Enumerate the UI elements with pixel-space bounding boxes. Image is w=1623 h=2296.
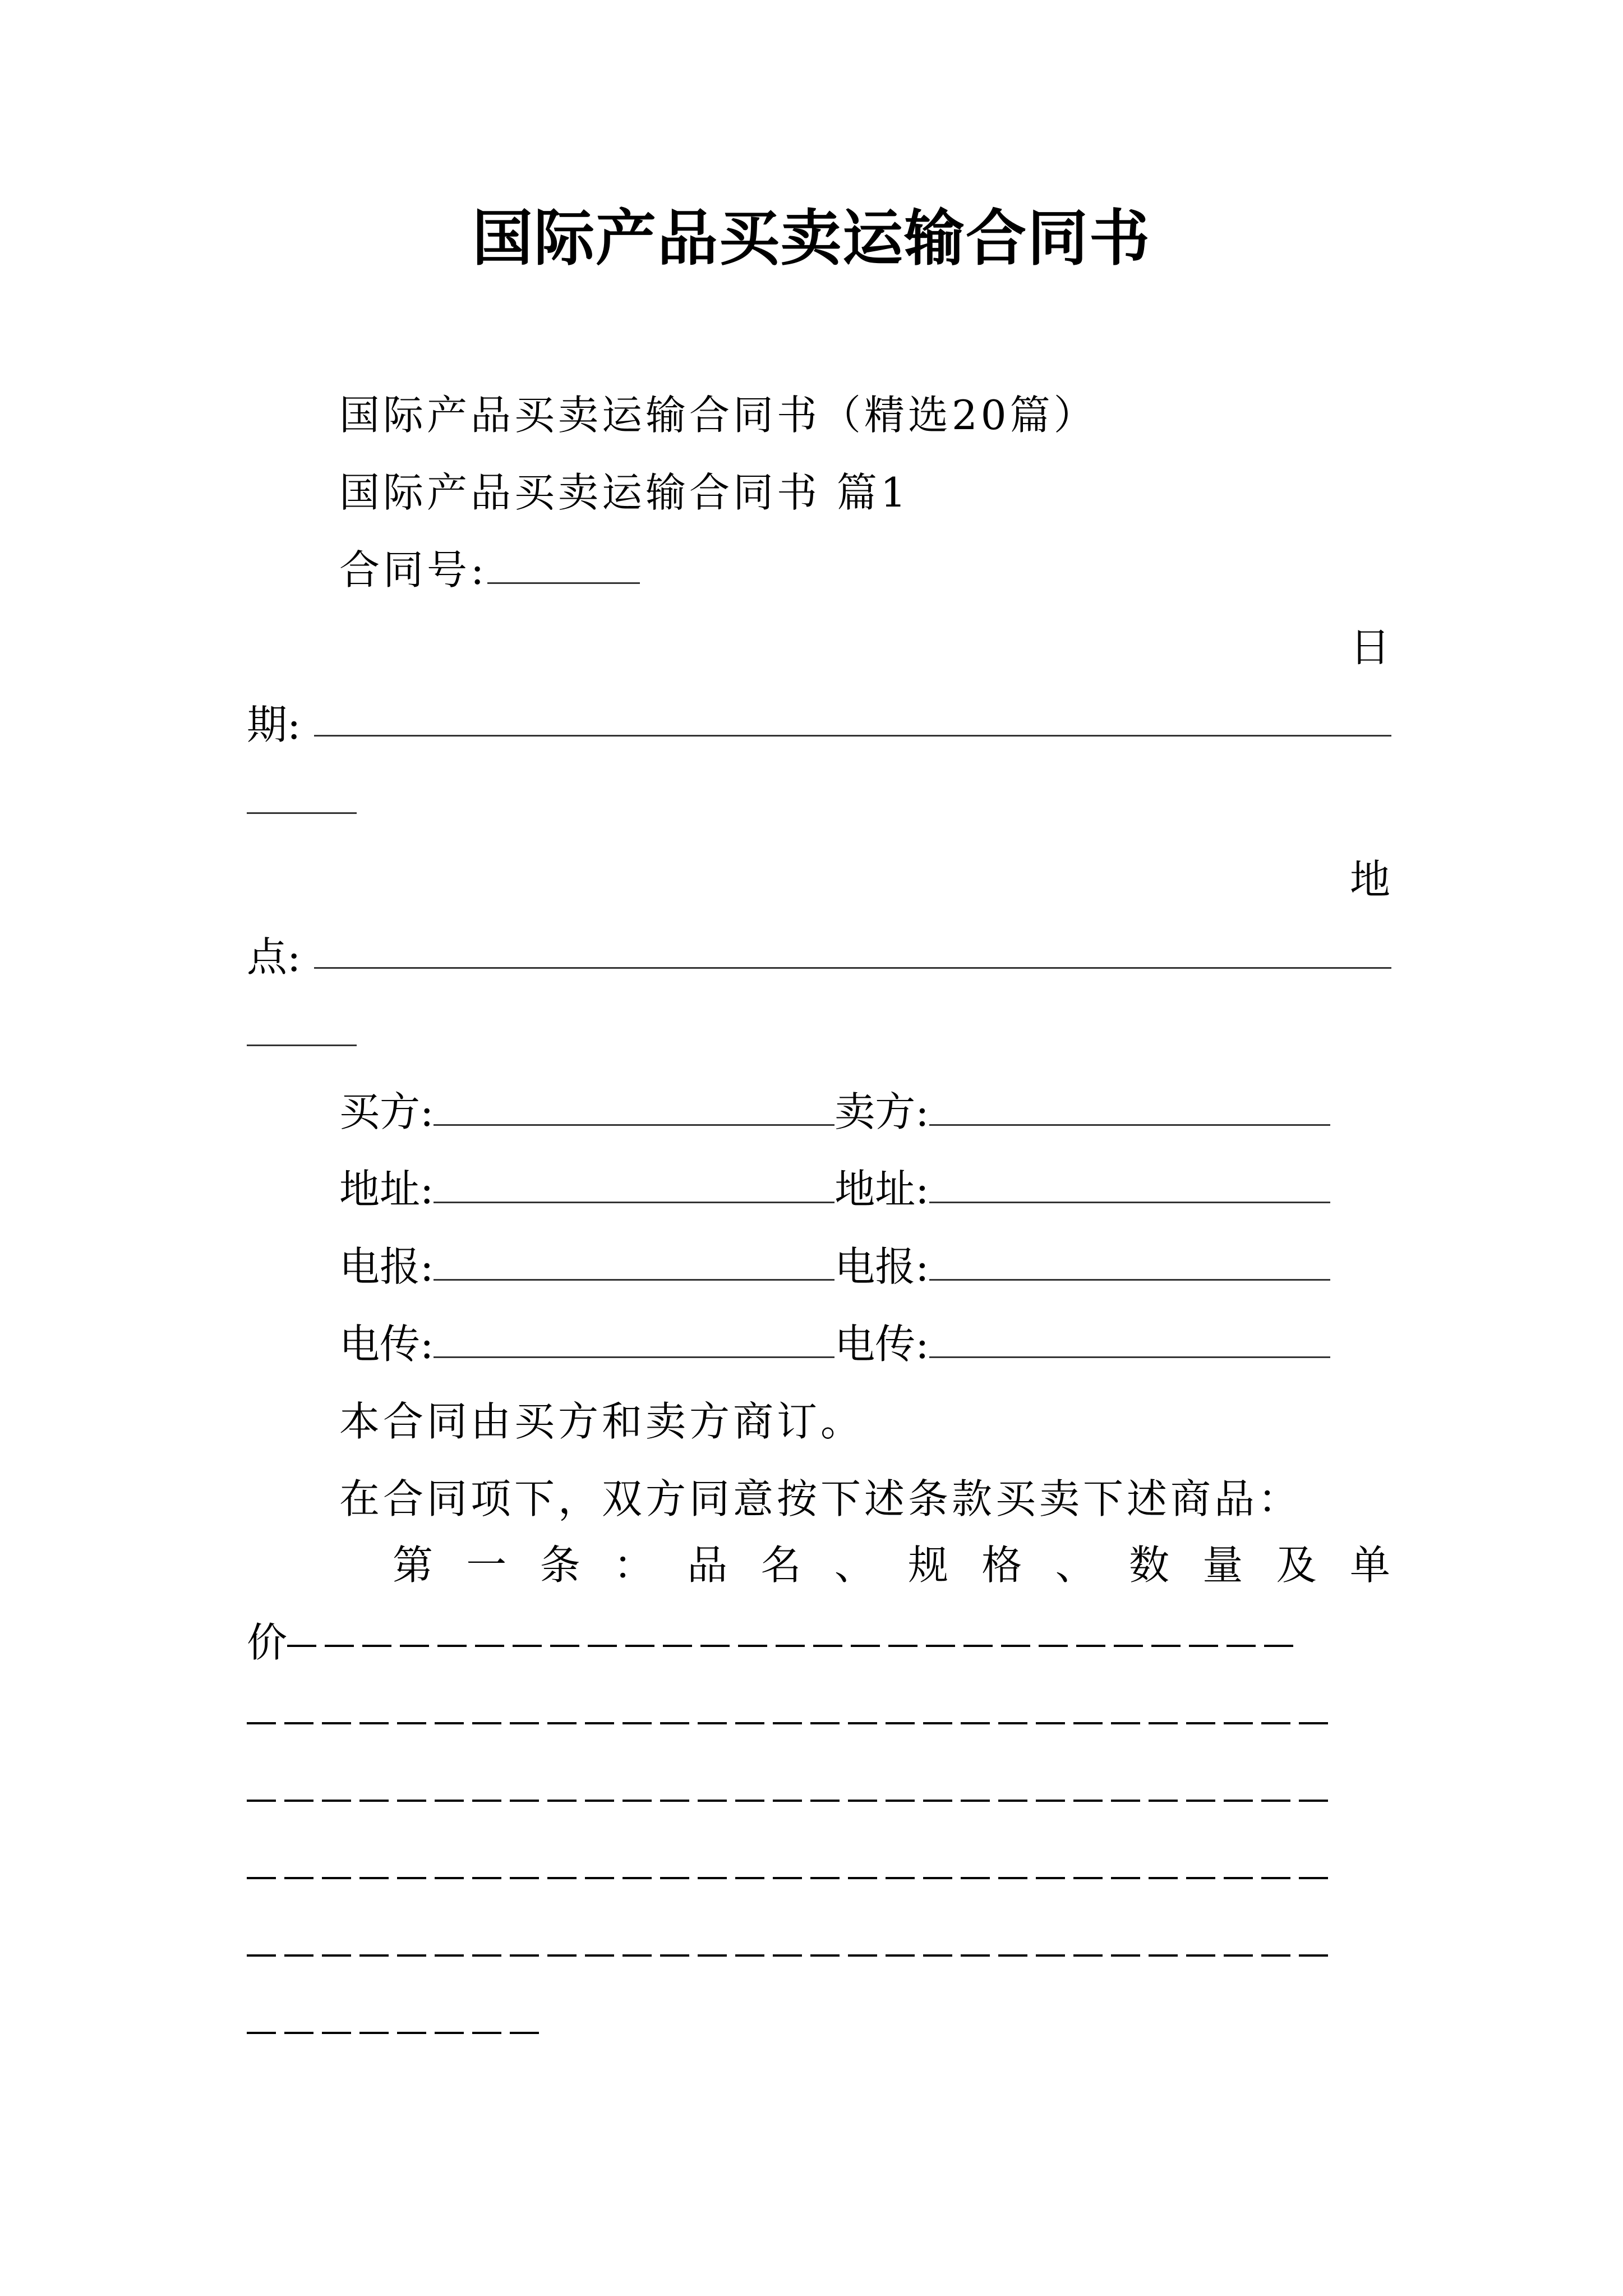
article-char: 及 [1276,1542,1317,1589]
place-blank-continuation [247,1045,357,1046]
dash-mark [926,1645,955,1647]
dash-mark [998,1954,1027,1957]
dash-mark [1036,1877,1065,1879]
date-blank-line[interactable] [314,735,1391,737]
dash-mark [1299,1800,1328,1802]
dash-mark [776,1645,805,1647]
dash-mark [1073,1877,1103,1879]
dash-mark [547,1800,577,1802]
dash-mark [359,1722,389,1724]
buyer-telex-blank[interactable] [434,1317,834,1358]
dash-mark [359,1800,389,1802]
dash-mark [435,1722,464,1724]
contract-number-row [339,542,640,598]
dash-mark [886,1877,915,1879]
dash-mark [1076,1645,1105,1647]
dash-mark [1039,1645,1068,1647]
dash-mark [623,1877,652,1879]
dash-mark [475,1645,504,1647]
dash-mark [998,1800,1027,1802]
dash-mark [510,1877,539,1879]
dash-mark [287,1645,316,1647]
dash-mark [963,1645,993,1647]
dash-mark [1299,1954,1328,1957]
dash-mark [773,1877,802,1879]
dash-mark [322,2032,351,2034]
dash-mark [660,1877,689,1879]
dash-mark [660,1722,689,1724]
dash-mark [359,2032,389,2034]
dash-mark [810,1800,840,1802]
dash-mark [1264,1645,1293,1647]
dash-mark [1299,1722,1328,1724]
dash-mark [359,1877,389,1879]
article-char: 量 [1202,1542,1243,1589]
dash-mark [397,1954,426,1957]
dash-row-5 [247,1924,1336,1980]
dash-mark [1151,1645,1181,1647]
dash-mark [585,1722,614,1724]
dash-mark [1224,1954,1253,1957]
dash-mark [1186,1954,1215,1957]
seller-telex-label: 电传: [834,1320,929,1368]
dash-mark [888,1645,917,1647]
article-char: 品 [687,1542,728,1589]
dash-mark [660,1954,689,1957]
dash-mark [435,1800,464,1802]
dash-mark [322,1800,351,1802]
dash-mark [623,1954,652,1957]
dash-mark [848,1954,877,1957]
dash-mark [738,1645,767,1647]
article-char: 数 [1128,1542,1169,1589]
dash-fill [247,1929,1336,1976]
place-label-top: 地 [1349,856,1390,903]
dash-mark [359,1954,389,1957]
dash-mark [585,1877,614,1879]
article-one-tail: 价 [247,1619,288,1666]
dash-mark [1036,1954,1065,1957]
contract-number-label: 合同号: [339,546,488,593]
dash-mark [247,1722,276,1724]
seller-blank[interactable] [929,1085,1330,1126]
dash-mark [810,1722,840,1724]
place-label-bottom: 点: [247,933,301,981]
dash-mark [284,1722,313,1724]
dash-mark [397,2032,426,2034]
article-char: ： [613,1542,654,1589]
dash-mark [1111,1800,1140,1802]
buyer-address-blank[interactable] [434,1162,834,1203]
dash-mark [923,1877,952,1879]
dash-mark [923,1954,952,1957]
dash-fill [247,1774,1336,1821]
dash-mark [1111,1877,1140,1879]
party-row [339,1316,1330,1372]
dash-mark [998,1722,1027,1724]
buyer-blank[interactable] [434,1085,834,1126]
dash-mark [1111,1954,1140,1957]
seller-address-blank[interactable] [929,1162,1330,1203]
dash-row-6 [247,2001,547,2058]
dash-mark [472,1722,501,1724]
article-char: 格 [981,1542,1022,1589]
dash-mark [623,1800,652,1802]
dash-mark [1114,1645,1143,1647]
dash-mark [1186,1877,1215,1879]
dash-mark [1261,1722,1290,1724]
dash-mark [325,1645,354,1647]
dash-mark [961,1722,990,1724]
dash-mark [397,1800,426,1802]
dash-mark [547,1954,577,1957]
seller-telex-blank[interactable] [929,1317,1330,1358]
seller-telegram-label: 电报: [834,1243,929,1290]
contract-number-blank[interactable] [487,543,640,584]
dash-mark [1036,1722,1065,1724]
dash-mark [284,1800,313,1802]
dash-mark [247,1877,276,1879]
dash-mark [550,1645,579,1647]
article-char: 、 [1055,1542,1096,1589]
buyer-label: 买方: [339,1088,434,1135]
dash-mark [1261,1877,1290,1879]
dash-mark [284,1877,313,1879]
dash-mark [547,1877,577,1879]
dash-mark [1224,1800,1253,1802]
dash-mark [397,1722,426,1724]
dash-mark [1224,1877,1253,1879]
dash-mark [886,1800,915,1802]
dash-mark [585,1800,614,1802]
dash-mark [773,1954,802,1957]
dash-mark [472,1954,501,1957]
dash-mark [322,1877,351,1879]
dash-mark [848,1722,877,1724]
dash-row-2 [247,1692,1336,1748]
buyer-telegram-label: 电报: [339,1243,434,1290]
party-row [339,1161,1330,1217]
dash-mark [1036,1800,1065,1802]
dash-mark [810,1877,840,1879]
seller-address-label: 地址: [834,1166,929,1213]
dash-mark [1001,1645,1030,1647]
dash-mark [472,1877,501,1879]
dash-mark [698,1722,727,1724]
dash-mark [886,1722,915,1724]
date-label-bottom: 期: [247,701,301,748]
dash-mark [510,1722,539,1724]
dash-mark [513,1645,542,1647]
dash-mark [1073,1722,1103,1724]
dash-mark [1186,1800,1215,1802]
dash-mark [435,1877,464,1879]
dash-mark [698,1954,727,1957]
dash-row-1 [247,1614,1302,1671]
dash-mark [886,1954,915,1957]
dash-mark [735,1800,764,1802]
article-one-heading [393,1537,1390,1593]
dash-mark [923,1722,952,1724]
dash-mark [1111,1722,1140,1724]
dash-fill [247,1696,1336,1743]
dash-mark [472,2032,501,2034]
party-row [339,1084,1330,1140]
dash-mark [1149,1800,1178,1802]
seller-telegram-blank[interactable] [929,1240,1330,1281]
dash-fill [247,1851,1336,1898]
dash-mark [623,1722,652,1724]
article-char: 规 [908,1542,949,1589]
agreement-line: 本合同由买方和卖方商订。 [339,1398,865,1445]
dash-mark [810,1954,840,1957]
dash-mark [1261,1954,1290,1957]
dash-mark [435,2032,464,2034]
dash-mark [437,1645,467,1647]
place-blank-line[interactable] [314,967,1391,969]
dash-mark [961,1800,990,1802]
dash-mark [663,1645,692,1647]
party-row [339,1239,1330,1295]
dash-mark [510,1800,539,1802]
dash-mark [848,1800,877,1802]
dash-mark [322,1954,351,1957]
dash-mark [284,2032,313,2034]
dash-mark [1073,1800,1103,1802]
article-char: 一 [466,1542,507,1589]
date-label-top: 日 [1349,624,1390,671]
seller-label: 卖方: [834,1088,929,1135]
dash-mark [735,1954,764,1957]
dash-mark [1227,1645,1256,1647]
dash-row-3 [247,1769,1336,1825]
section-heading: 国际产品买卖运输合同书 篇1 [339,469,910,516]
dash-mark [1073,1954,1103,1957]
article-char: 单 [1349,1542,1390,1589]
dash-mark [700,1645,730,1647]
dash-mark [588,1645,617,1647]
dash-mark [735,1722,764,1724]
date-blank-continuation [247,812,357,814]
dash-mark [961,1877,990,1879]
article-char: 第 [393,1542,434,1589]
dash-mark [698,1877,727,1879]
dash-mark [773,1722,802,1724]
article-char: 名 [760,1542,801,1589]
article-char: 、 [834,1542,875,1589]
buyer-telex-label: 电传: [339,1320,434,1368]
document-title: 国际产品买卖运输合同书 [472,203,1151,274]
dash-mark [247,2032,276,2034]
dash-mark [472,1800,501,1802]
dash-mark [247,1954,276,1957]
dash-row-4 [247,1847,1336,1903]
document-subtitle: 国际产品买卖运输合同书（精选20篇） [339,392,1098,439]
dash-mark [698,1800,727,1802]
dash-mark [660,1800,689,1802]
dash-mark [625,1645,654,1647]
dash-fill [287,1619,1302,1666]
dash-mark [961,1954,990,1957]
dash-mark [1299,1877,1328,1879]
dash-mark [585,1954,614,1957]
dash-mark [247,1800,276,1802]
dash-mark [362,1645,391,1647]
dash-mark [510,1954,539,1957]
dash-mark [435,1954,464,1957]
terms-intro: 在合同项下，双方同意按下述条款买卖下述商品： [339,1475,1302,1522]
dash-mark [1224,1722,1253,1724]
article-char: 条 [540,1542,580,1589]
dash-mark [735,1877,764,1879]
dash-mark [1189,1645,1218,1647]
dash-mark [1149,1877,1178,1879]
buyer-address-label: 地址: [339,1166,434,1213]
dash-mark [1261,1800,1290,1802]
dash-mark [998,1877,1027,1879]
dash-mark [322,1722,351,1724]
dash-mark [400,1645,429,1647]
dash-mark [851,1645,880,1647]
dash-mark [813,1645,842,1647]
dash-mark [547,1722,577,1724]
dash-mark [1186,1722,1215,1724]
dash-mark [1149,1954,1178,1957]
dash-mark [397,1877,426,1879]
dash-mark [510,2032,539,2034]
buyer-telegram-blank[interactable] [434,1240,834,1281]
dash-mark [923,1800,952,1802]
dash-mark [773,1800,802,1802]
dash-mark [848,1877,877,1879]
dash-mark [1149,1722,1178,1724]
dash-fill [247,2006,547,2053]
dash-mark [284,1954,313,1957]
